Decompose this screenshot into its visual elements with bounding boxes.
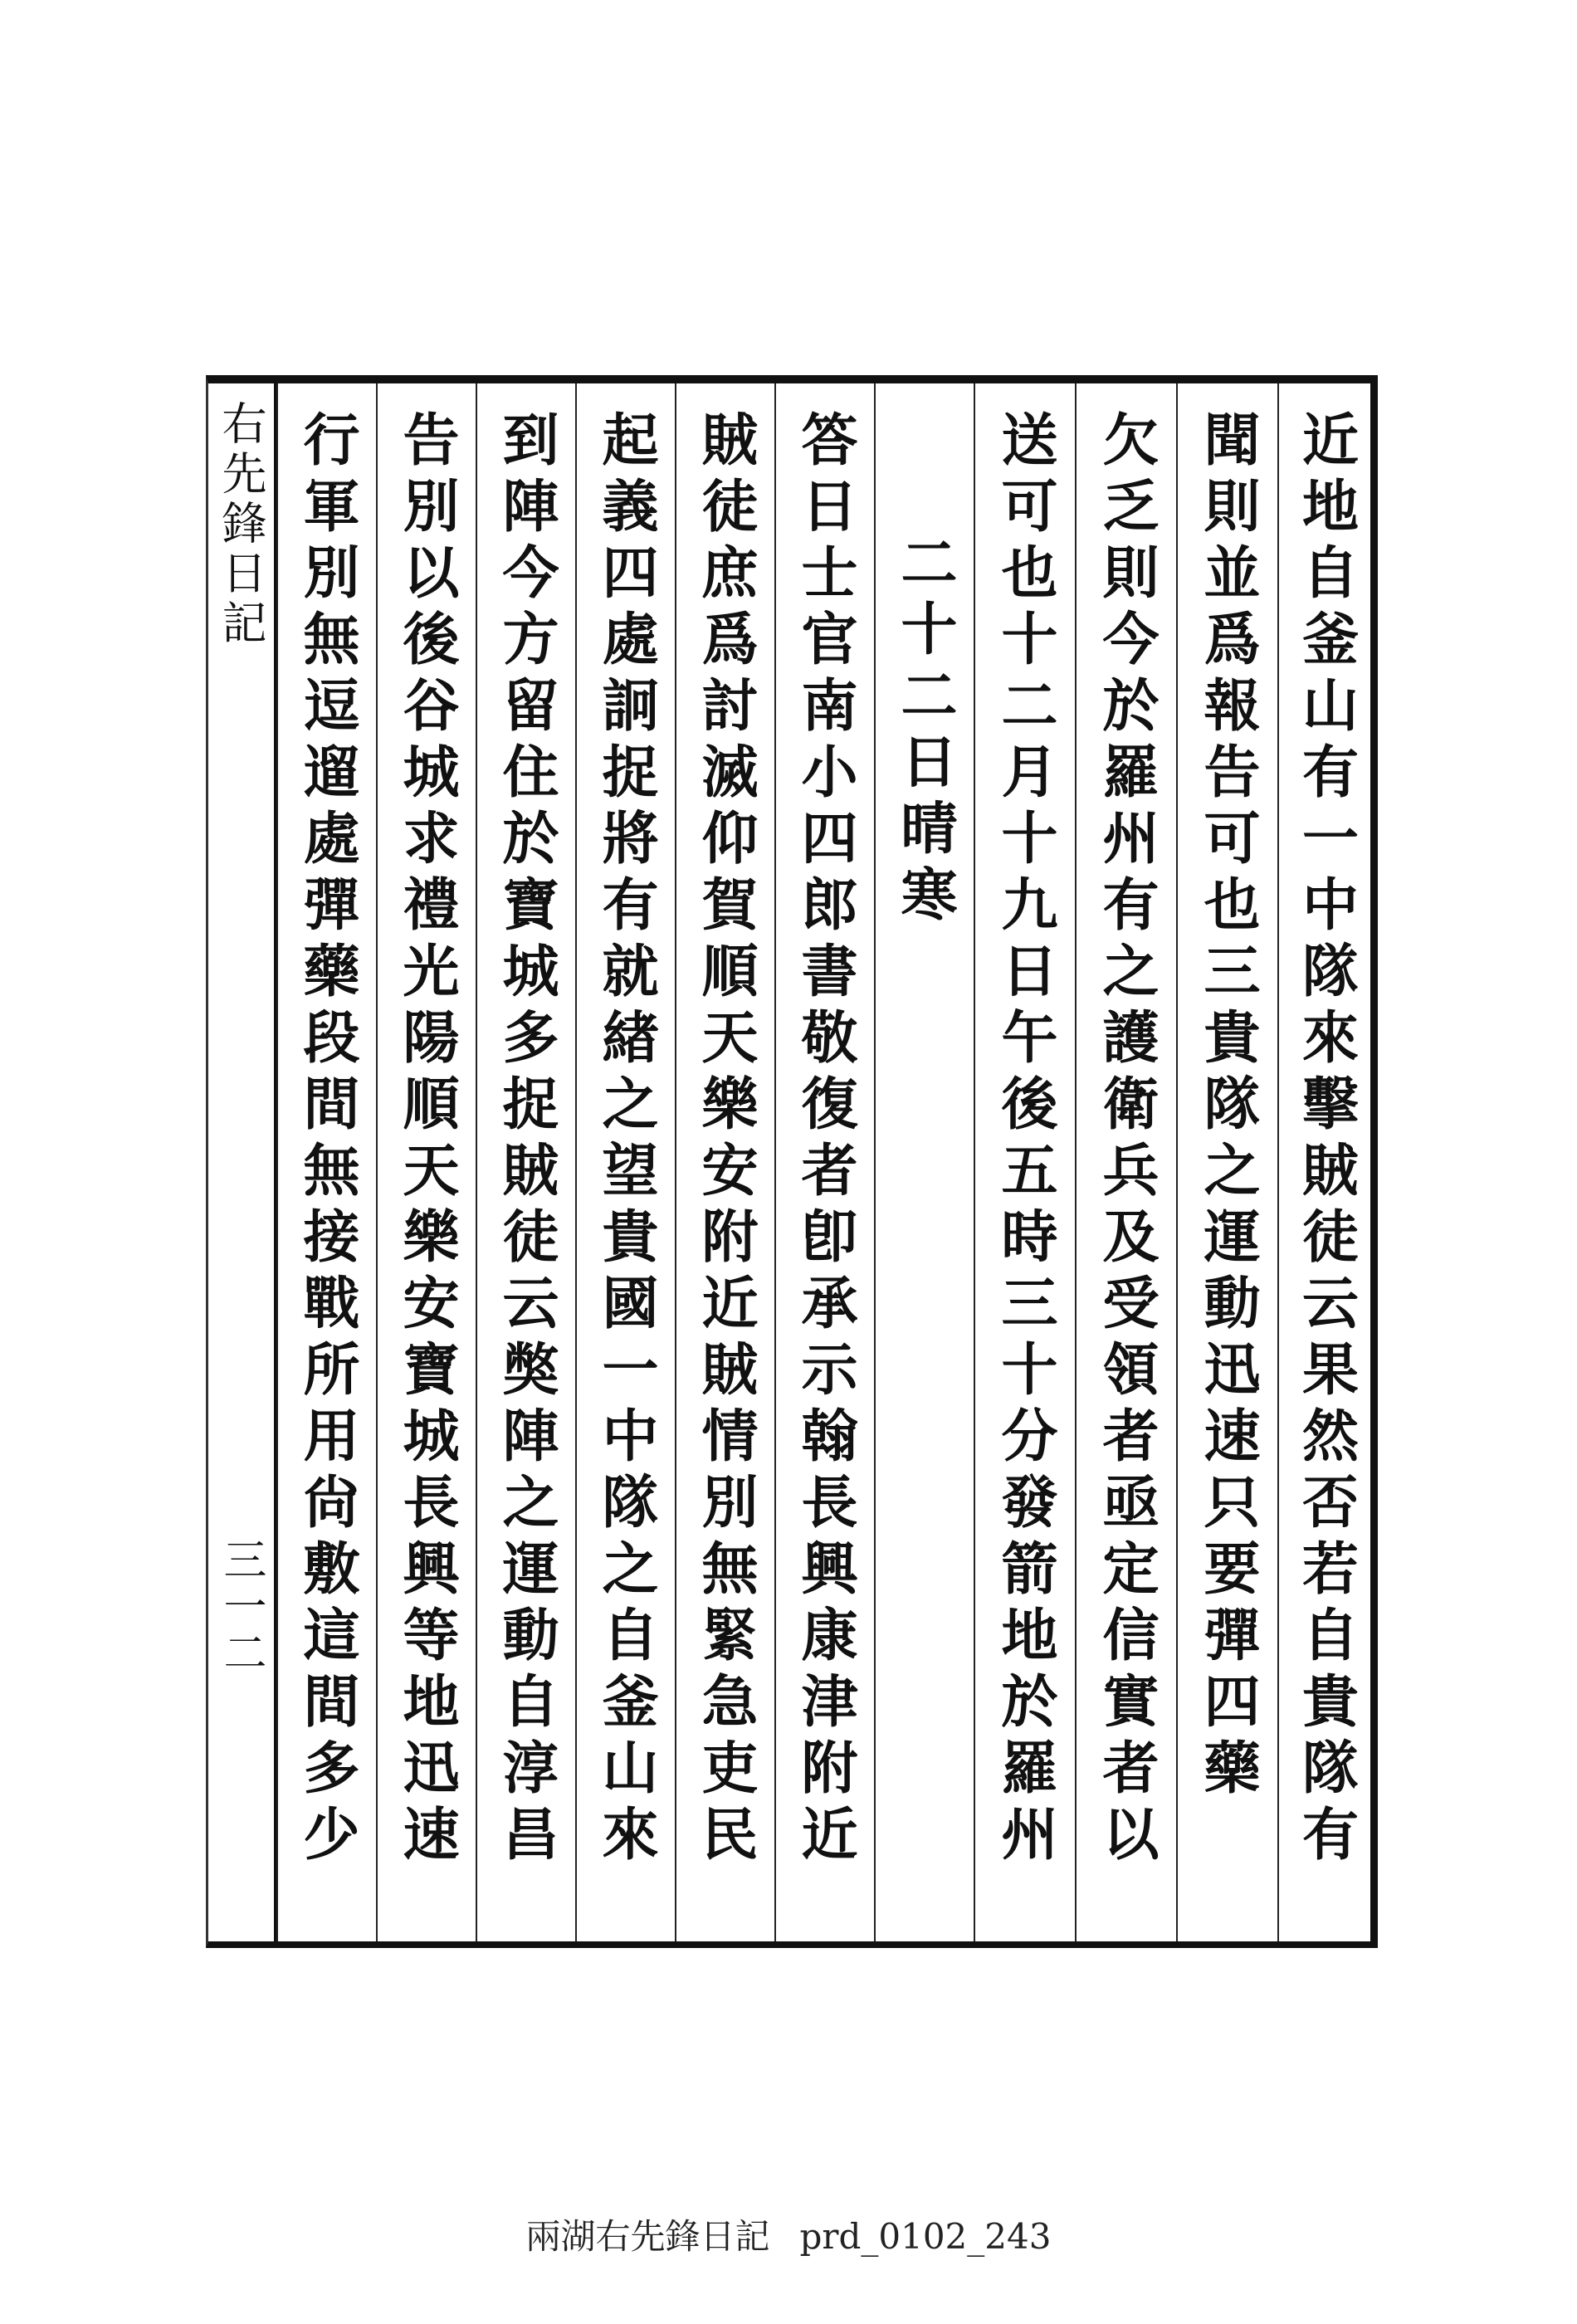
caption-book-title: 兩湖右先鋒日記 — [525, 2216, 770, 2257]
text-column-3 — [1075, 383, 1176, 1941]
text-column-4 — [974, 383, 1075, 1941]
text-column-2 — [1176, 383, 1277, 1941]
column-text: 二十二日晴寒 — [891, 533, 958, 931]
page-margin — [208, 383, 276, 1941]
column-text: 到陣今方留住於寶城多捉賊徒云獘陣之運動自淳昌 — [493, 410, 559, 1871]
column-text: 近地自釜山有一中隊來擊賊徒云果然否若自貴隊有 — [1292, 410, 1360, 1871]
text-column-6 — [774, 383, 874, 1941]
text-column-7 — [675, 383, 774, 1941]
text-column-5 — [874, 383, 974, 1941]
caption-image-code: prd_0102_243 — [799, 2216, 1052, 2257]
column-text: 起義四處詗捉將有就緖之望貴國一中隊之自釜山來 — [593, 410, 659, 1871]
text-column-10 — [376, 383, 476, 1941]
column-text: 送可也十二月十九日午後五時三十分發箭地於羅州 — [992, 410, 1058, 1871]
column-text: 聞則並爲報告可也三貴隊之運動迅速只要彈四藥 — [1194, 410, 1261, 1804]
column-text: 答日士官南小四郎書敬復者卽承示翰長興康津附近 — [792, 410, 858, 1871]
image-caption — [0, 2209, 1577, 2259]
text-column-8 — [575, 383, 675, 1941]
margin-page-number: 三一二 — [216, 1537, 266, 1677]
text-column-1 — [1277, 383, 1373, 1941]
column-text: 告別以後谷城求禮光陽順天樂安寶城長興等地迅速 — [393, 410, 460, 1871]
text-column-9 — [476, 383, 575, 1941]
column-text: 賊徒庶爲討滅仰賀順天樂安附近賊情別無緊急吏民 — [692, 410, 759, 1871]
book-page — [206, 375, 1378, 1948]
margin-title: 右先鋒日記 — [215, 400, 267, 649]
text-column-11 — [276, 383, 376, 1941]
column-text: 行軍別無逗遛處彈藥段間無接戰所用尙敷這間多少 — [294, 410, 360, 1871]
column-text: 欠乏則今於羅州有之護衛兵及受領者亟定信實者以 — [1093, 410, 1160, 1871]
